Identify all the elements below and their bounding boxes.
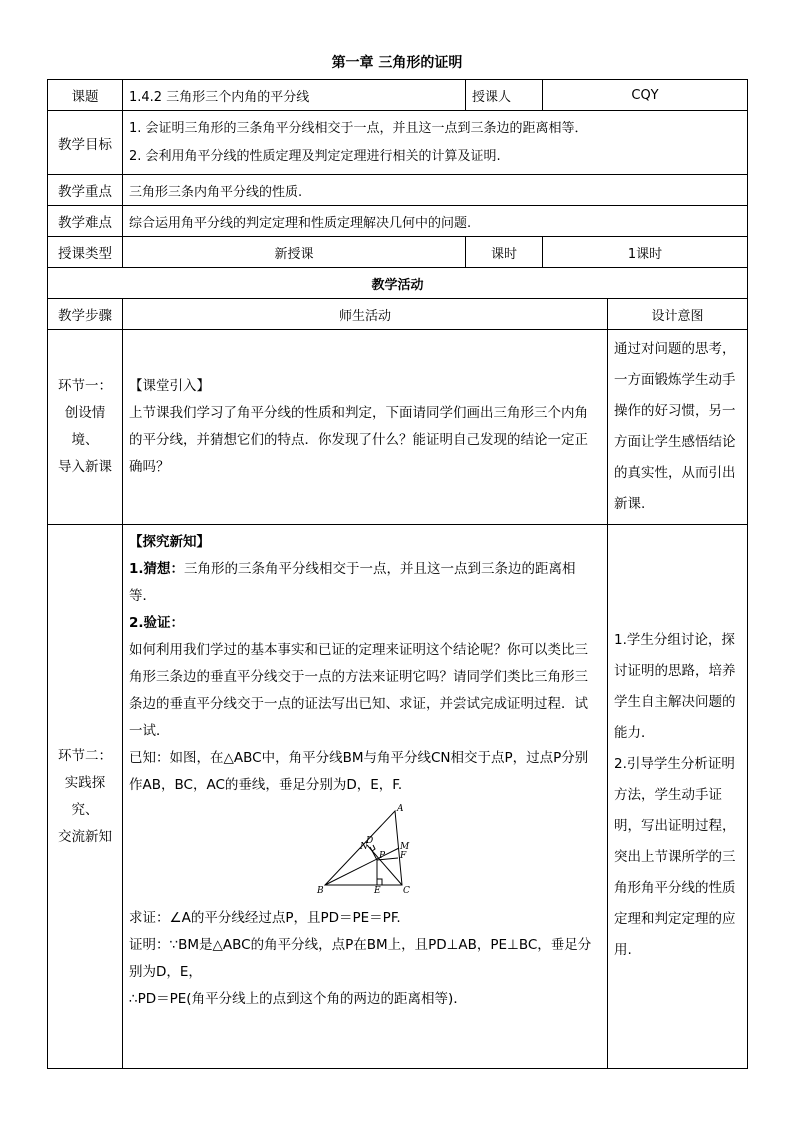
- step1-design: 通过对问题的思考，一方面锻炼学生动手操作的好习惯，另一方面让学生感悟结论的真实性，从而引出新课.: [608, 330, 748, 525]
- label-n: N: [360, 842, 368, 852]
- step2-heading: 【探究新知】: [129, 534, 210, 550]
- objective-item: 1. 会证明三角形的三条角平分线相交于一点，并且这一点到三条边的距离相等．: [129, 120, 588, 136]
- activity-header-row: [48, 268, 748, 299]
- difficulty-row: [48, 206, 748, 237]
- key-point-row: [48, 175, 748, 206]
- triangle-diagram: [315, 803, 415, 893]
- lesson-plan-table: [47, 79, 748, 1069]
- guess-text: 三角形的三条角平分线相交于一点，并且这一点到三条边的距离相等．: [129, 561, 576, 604]
- teacher-name: CQY: [543, 80, 748, 111]
- step1-name: [48, 330, 123, 525]
- column-header-row: [48, 299, 748, 330]
- label-p: P: [379, 851, 386, 861]
- step1-name-line: 创设情境、: [64, 405, 106, 448]
- step2-activity: [123, 525, 608, 1069]
- step1-row: [48, 330, 748, 525]
- verify-label: 2.验证：: [129, 615, 185, 631]
- guess-label: 1.猜想：: [129, 561, 185, 577]
- triangle-figure: [129, 799, 601, 905]
- perpendicular-pd: [370, 847, 377, 860]
- key-point-value: 三角形三条内角平分线的性质.: [123, 175, 748, 206]
- given-text: 已知：如图，在△ABC中，角平分线BM与角平分线CN相交于点P，过点P分别作AB，BC，AC的垂线，垂足分别为D，E，F.: [129, 750, 589, 793]
- lesson-type-label: 授课类型: [48, 237, 123, 268]
- key-point-label: 教学重点: [48, 175, 123, 206]
- step2-row: [48, 525, 748, 1069]
- teacher-label: 授课人: [466, 80, 543, 111]
- step1-heading: 【课堂引入】: [129, 378, 210, 394]
- page-title: 第一章 三角形的证明: [331, 55, 463, 71]
- guess-paragraph: [129, 556, 601, 610]
- lesson-type-row: [48, 237, 748, 268]
- label-f: F: [400, 851, 407, 861]
- step1-name-line: 导入新课: [58, 459, 112, 475]
- label-a: A: [397, 804, 404, 814]
- activity-column-header: 师生活动: [123, 299, 608, 330]
- proof-line-2: ∴PD＝PE(角平分线上的点到这个角的两边的距离相等)．: [129, 991, 467, 1007]
- step2-name-line: 实践探究、: [64, 774, 106, 818]
- topic-value: 1.4.2 三角形三个内角的平分线: [123, 80, 466, 111]
- step2-name: [48, 525, 123, 1069]
- label-d: D: [366, 836, 374, 846]
- step1-name-line: 环节一：: [58, 378, 112, 394]
- label-m: M: [400, 842, 410, 852]
- activity-header: 教学活动: [48, 268, 748, 299]
- verify-text: 如何利用我们学过的基本事实和已证的定理来证明这个结论呢？你可以类比三角形三条边的垂直平分线交于一点的方法来证明它吗？请同学们类比三角形三条边的垂直平分线交于一点的证法写出已知、求证，并尝试完成证明过程．试一试．: [129, 642, 588, 739]
- hours-value: 1课时: [543, 237, 748, 268]
- step2-design: [608, 525, 748, 1069]
- prove-text: 求证：∠A的平分线经过点P，且PD＝PE＝PF.: [129, 910, 401, 926]
- right-angle-mark-e: [377, 879, 382, 885]
- step2-name-line: 环节二：: [58, 747, 112, 764]
- step-column-header: 教学步骤: [48, 299, 123, 330]
- proof-line-1: 证明：∵BM是△ABC的角平分线，点P在BM上，且PD⊥AB，PE⊥BC，垂足分别为D，E，: [129, 937, 592, 980]
- lesson-type-value: 新授课: [123, 237, 466, 268]
- objective-item: 2. 会利用角平分线的性质定理及判定定理进行相关的计算及证明.: [129, 148, 501, 164]
- difficulty-value: 综合运用角平分线的判定定理和性质定理解决几何中的问题.: [123, 206, 748, 237]
- objectives-label: 教学目标: [48, 111, 123, 175]
- label-b: B: [317, 886, 324, 893]
- objectives-content: [123, 111, 748, 175]
- step2-design-item: 2.引导学生分析证明方法，学生动手证明，写出证明过程，突出上节课所学的三角形角平分线的性质定理和判定定理的应用.: [614, 756, 736, 958]
- step1-activity: [123, 330, 608, 525]
- bisector-bm: [325, 848, 399, 885]
- hours-label: 课时: [466, 237, 543, 268]
- step2-name-line: 交流新知: [58, 828, 112, 845]
- step1-text: 上节课我们学习了角平分线的性质和判定，下面请同学们画出三角形三个内角的平分线，并猜想它们的特点．你发现了什么？能证明自己发现的结论一定正确吗？: [129, 405, 588, 475]
- label-c: C: [403, 886, 410, 893]
- topic-row: [48, 80, 748, 111]
- difficulty-label: 教学难点: [48, 206, 123, 237]
- topic-label: 课题: [48, 80, 123, 111]
- design-column-header: 设计意图: [608, 299, 748, 330]
- step2-design-item: 1.学生分组讨论，探讨证明的思路，培养学生自主解决问题的能力．: [614, 632, 736, 741]
- label-e: E: [374, 886, 381, 893]
- objectives-row: [48, 111, 748, 175]
